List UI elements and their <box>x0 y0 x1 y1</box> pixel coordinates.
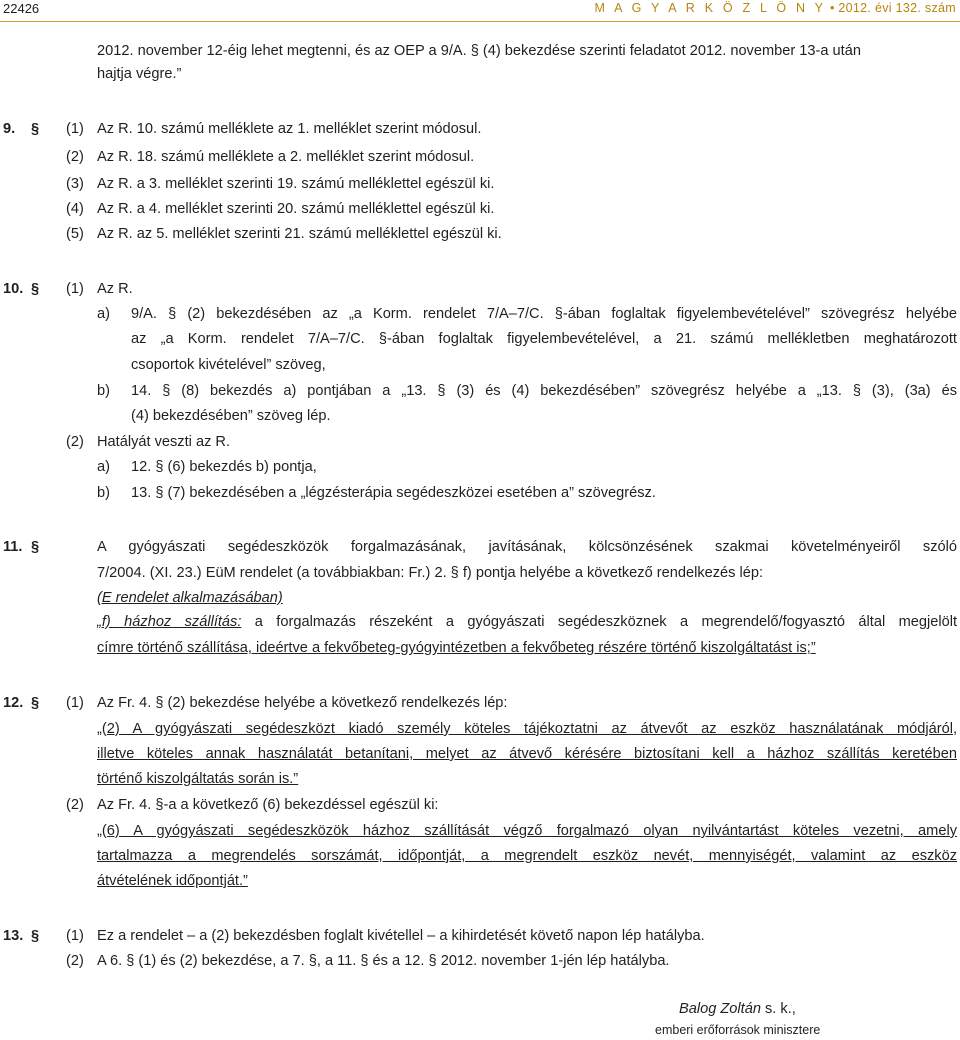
s12-p2-quote-2: tartalmazza a megrendelés sorszámát, időpontját, a megrendelt eszköz nevét, mennyiségét, valamint az eszköz <box>97 848 957 864</box>
s10-p1-num: (1) <box>66 281 84 297</box>
gazette-name: M A G Y A R K Ö Z L Ö N Y <box>594 1 827 15</box>
s13-p2-num: (2) <box>66 953 84 969</box>
s11-line-1: A gyógyászati segédeszközök forgalmazásának, javításának, kölcsönzésének szakmai követelményeiről szóló <box>97 539 957 555</box>
s11-line-2: 7/2004. (XI. 23.) EüM rendelet (a továbbiakban: Fr.) 2. § f) pontja helyébe a következő rendelkezés lép: <box>97 565 764 581</box>
s9-item-1-text: Az R. 10. számú melléklete az 1. melléklet szerint módosul. <box>97 121 482 137</box>
s12-p2-quote-3: átvételének időpontját.” <box>97 873 248 889</box>
section-13-number: 13. <box>3 928 24 944</box>
s12-p2-text: Az Fr. 4. §-a a következő (6) bekezdéssel egészül ki: <box>97 797 439 813</box>
section-11-number: 11. <box>3 539 23 555</box>
gazette-title <box>595 1 957 15</box>
section-13-sign: § <box>31 928 40 944</box>
s10-p2-num: (2) <box>66 434 84 450</box>
s11-line-4 <box>97 614 957 632</box>
s13-p1-text: Ez a rendelet – a (2) bekezdésben foglalt kivétellel – a kihirdetését követő napon lép hatályba. <box>97 928 705 944</box>
s9-item-2-text: Az R. 18. számú melléklete a 2. melléklet szerint módosul. <box>97 149 475 165</box>
s12-p1-text: Az Fr. 4. § (2) bekezdése helyébe a következő rendelkezés lép: <box>97 695 508 711</box>
signature-name <box>679 1001 796 1017</box>
s12-p1-quote-1: „(2) A gyógyászati segédeszközt kiadó személy köteles tájékoztatni az átvevőt az eszköz használatának módjáról, <box>97 721 957 737</box>
section-9-number: 9. <box>3 121 16 137</box>
s11-line-5: címre történő szállítása, ideértve a fekvőbeteg-gyógyintézetben a fekvőbeteg részére történő kiszolgáltatást is;” <box>97 640 816 656</box>
section-11-sign: § <box>31 539 40 555</box>
gazette-issue: • 2012. évi 132. szám <box>829 1 956 15</box>
s12-p1-quote-3: történő kiszolgáltatás során is.” <box>97 771 299 787</box>
s10-b-line-2: (4) bekezdésében” szöveg lép. <box>131 408 331 424</box>
continuation-line-2: hajtja végre.” <box>97 66 182 82</box>
s10-a-label: a) <box>97 306 110 322</box>
s13-p1-num: (1) <box>66 928 84 944</box>
s13-p2-text: A 6. § (1) és (2) bekezdése, a 7. §, a 11. § és a 12. § 2012. november 1-jén lép hatályba. <box>97 953 670 969</box>
section-12-number: 12. <box>3 695 24 711</box>
s12-p2-num: (2) <box>66 797 84 813</box>
section-12-sign: § <box>31 695 40 711</box>
section-10-number: 10. <box>3 281 24 297</box>
s10-p2-text: Hatályát veszti az R. <box>97 434 231 450</box>
s9-item-5-num: (5) <box>66 226 84 242</box>
s12-p1-quote-2: illetve köteles annak használatát betanítani, melyet az átvevő kérésére biztosítani kell a házhoz szállítás keretében <box>97 746 957 762</box>
s10-b-line-1: 14. § (8) bekezdés a) pontjában a „13. § (3) és (4) bekezdésében” szövegrész helyébe a „13. § (3), (3a) és <box>131 383 957 399</box>
s11-term: „f) házhoz szállítás: <box>97 614 242 630</box>
s10-p2b-label: b) <box>97 485 110 501</box>
s9-item-3-num: (3) <box>66 176 84 192</box>
section-9-sign: § <box>31 121 40 137</box>
s12-p2-quote-1: „(6) A gyógyászati segédeszközök házhoz szállítását végző forgalmazó olyan nyilvántartást köteles vezetni, amely <box>97 823 957 839</box>
s10-p1-text: Az R. <box>97 281 133 297</box>
s10-p2a-label: a) <box>97 459 110 475</box>
page-header <box>0 0 960 22</box>
s11-definition: a forgalmazás részeként a gyógyászati segédeszköznek a megrendelő/fogyasztó által megjelölt <box>241 614 958 630</box>
s10-a-line-1: 9/A. § (2) bekezdésében az „a Korm. rendelet 7/A–7/C. §-ában foglaltak figyelembevételével” szövegrész helyébe <box>131 306 957 322</box>
page-number: 22426 <box>3 1 40 16</box>
s10-p2b-text: 13. § (7) bekezdésében a „légzésterápia segédeszközei esetében a” szövegrész. <box>131 485 656 501</box>
signer-suffix: s. k., <box>760 1001 796 1017</box>
s11-line-3: (E rendelet alkalmazásában) <box>97 590 283 606</box>
signer-name: Balog Zoltán <box>679 1001 761 1017</box>
s12-p1-num: (1) <box>66 695 84 711</box>
s10-b-label: b) <box>97 383 110 399</box>
s9-item-5-text: Az R. az 5. melléklet szerinti 21. számú melléklettel egészül ki. <box>97 226 502 242</box>
s9-item-4-num: (4) <box>66 201 84 217</box>
s9-item-1-num: (1) <box>66 121 84 137</box>
s10-p2a-text: 12. § (6) bekezdés b) pontja, <box>131 459 317 475</box>
continuation-line-1: 2012. november 12-éig lehet megtenni, és az OEP a 9/A. § (4) bekezdése szerinti feladatot 2012. november 13-a után <box>97 43 861 59</box>
s9-item-4-text: Az R. a 4. melléklet szerinti 20. számú melléklettel egészül ki. <box>97 201 495 217</box>
s9-item-2-num: (2) <box>66 149 84 165</box>
s10-a-line-3: csoportok kivételével” szöveg, <box>131 357 326 373</box>
header-rule <box>0 21 960 22</box>
s9-item-3-text: Az R. a 3. melléklet szerinti 19. számú melléklettel egészül ki. <box>97 176 495 192</box>
section-10-sign: § <box>31 281 40 297</box>
s10-a-line-2: az „a Korm. rendelet 7/A–7/C. §-ában foglaltak figyelembevételével, a 21. számú mellékletben meghatározott <box>131 331 957 347</box>
signer-title: emberi erőforrások minisztere <box>655 1023 821 1037</box>
